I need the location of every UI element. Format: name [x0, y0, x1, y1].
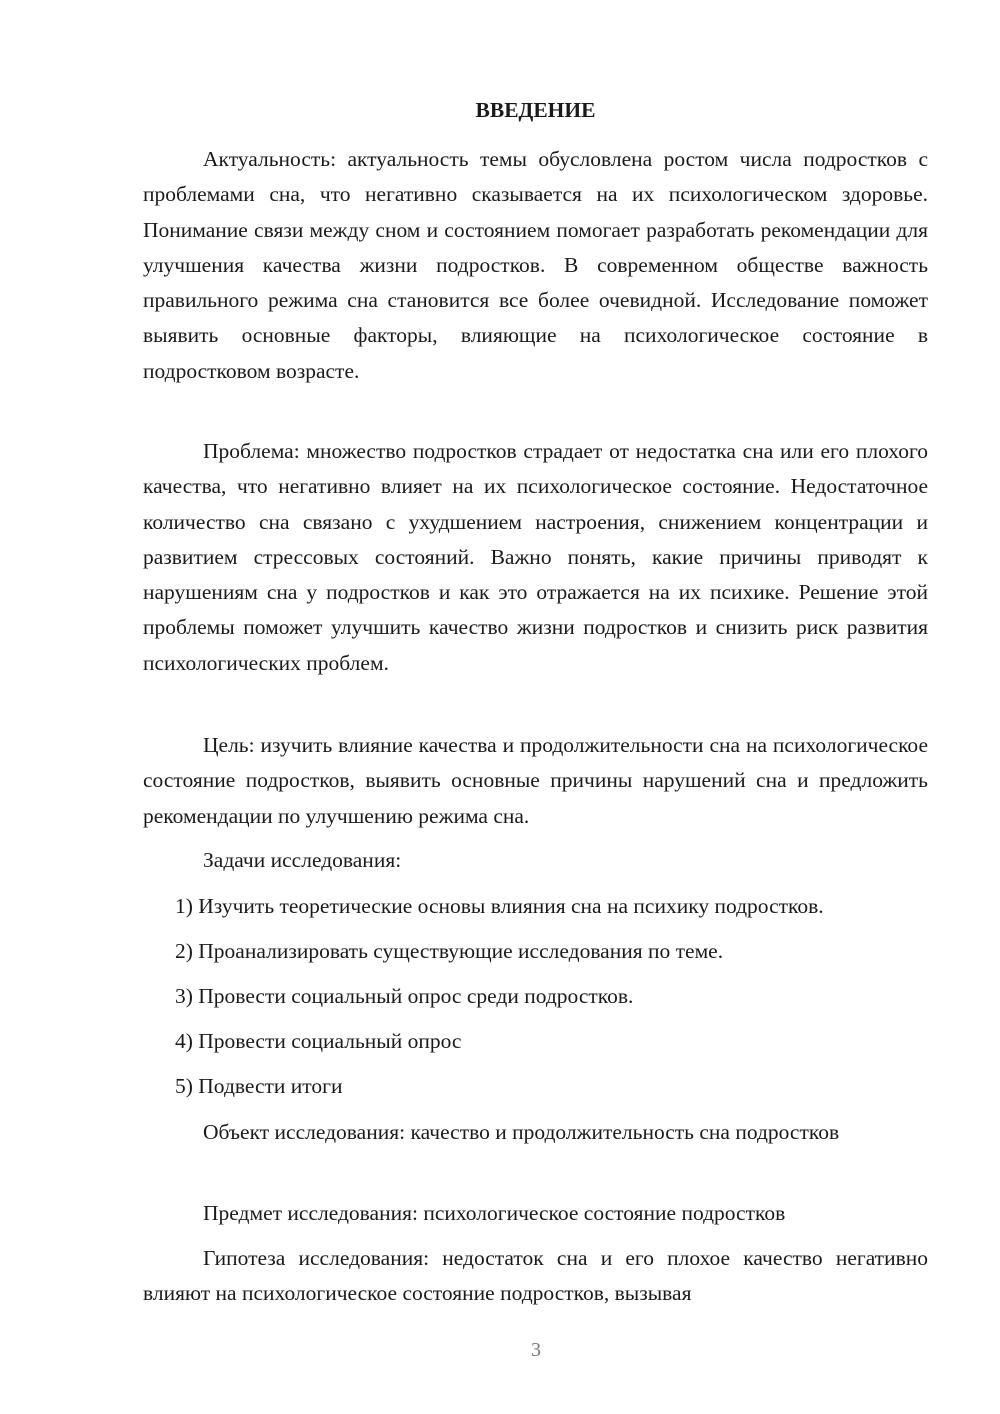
task-item-1: 1) Изучить теоретические основы влияния сна на психику подростков. — [175, 894, 824, 918]
object-paragraph: Объект исследования: качество и продолжительность сна подростков — [203, 1120, 840, 1144]
task-item-2: 2) Проанализировать существующие исследования по теме. — [175, 939, 724, 963]
problem-paragraph: Проблема: множество подростков страдает от недостатка сна или его плохого качества, что негативно влияет на их психологическое состояние. Недостаточное количество сна связано с ухудшением настроения, снижением концентрации и развитием стрессовых состояний. Важно понять, какие причины приводят к нарушениям сна у подростков и как это отражается на их психике. Решение этой проблемы поможет улучшить качество жизни подростков и снизить риск развития психологических проблем. — [143, 439, 928, 675]
task-item-5: 5) Подвести итоги — [175, 1074, 343, 1098]
task-item-4: 4) Провести социальный опрос — [175, 1029, 462, 1053]
goal-paragraph: Цель: изучить влияние качества и продолжительности сна на психологическое состояние подростков, выявить основные причины нарушений сна и предложить рекомендации по улучшению режима сна. — [143, 733, 928, 828]
page-title: ВВЕДЕНИЕ — [475, 98, 596, 122]
subject-paragraph: Предмет исследования: психологическое состояние подростков — [203, 1201, 786, 1225]
page-number: 3 — [531, 1339, 541, 1361]
task-item-3: 3) Провести социальный опрос среди подростков. — [175, 984, 634, 1008]
relevance-paragraph: Актуальность: актуальность темы обусловлена ростом числа подростков с проблемами сна, что негативно сказывается на их психологическом здоровье. Понимание связи между сном и состоянием помогает разработать рекомендации для улучшения качества жизни подростков. В современном обществе важность правильного режима сна становится все более очевидной. Исследование поможет выявить основные факторы, влияющие на психологическое состояние в подростковом возрасте. — [143, 147, 928, 383]
tasks-heading: Задачи исследования: — [203, 848, 402, 872]
hypothesis-paragraph: Гипотеза исследования: недостаток сна и его плохое качество негативно влияют на психологическое состояние подростков, вызывая — [143, 1246, 928, 1306]
